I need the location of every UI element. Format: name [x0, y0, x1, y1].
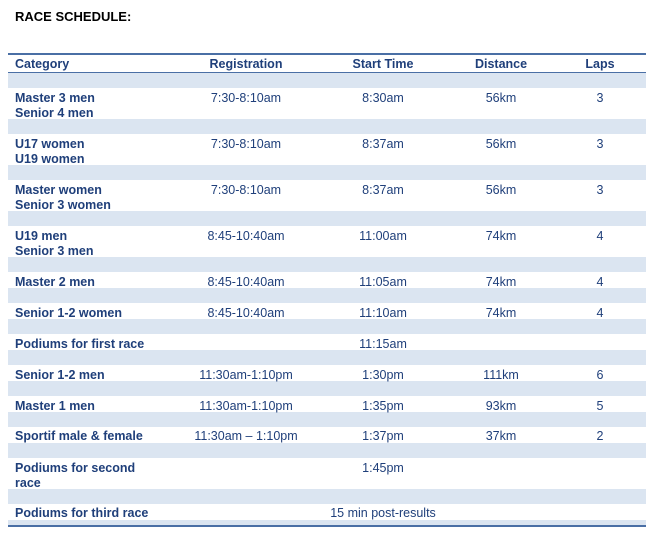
row-spacer: [8, 257, 646, 272]
category-line: Senior 1-2 women: [15, 306, 122, 320]
category-line: U19 men: [15, 229, 68, 243]
cell-distance: 111km: [483, 368, 519, 382]
cell-registration: 7:30-8:10am: [210, 91, 282, 105]
header-laps: Laps: [585, 57, 615, 71]
race-schedule-table: [8, 53, 646, 527]
cell-laps: 5: [596, 399, 604, 413]
cell-category: [15, 461, 135, 491]
row-spacer: [8, 119, 646, 134]
cell-registration: 7:30-8:10am: [210, 183, 282, 197]
cell-distance: 74km: [485, 306, 517, 320]
cell-start-time: 8:37am: [362, 137, 404, 151]
cell-laps: 3: [596, 183, 604, 197]
category-line: Podiums for second: [15, 461, 136, 475]
cell-registration: 8:45-10:40am: [207, 229, 285, 243]
table-row: [8, 272, 646, 288]
cell-distance: 56km: [485, 91, 517, 105]
cell-laps: 3: [596, 91, 604, 105]
row-spacer: [8, 73, 646, 88]
cell-registration: 11:30am-1:10pm: [199, 368, 293, 382]
category-line: Senior 3 women: [15, 198, 111, 212]
cell-category: [15, 275, 95, 290]
table-row: [8, 396, 646, 412]
cell-laps: 6: [596, 368, 604, 382]
cell-registration: 8:45-10:40am: [207, 275, 285, 289]
cell-start-time: 8:37am: [362, 183, 404, 197]
cell-start-time: 1:35pm: [362, 399, 404, 413]
cell-start-time: 11:00am: [359, 229, 407, 243]
table-row: [8, 504, 646, 520]
table-row: [8, 427, 646, 443]
category-line: Podiums for third race: [15, 506, 149, 520]
cell-start-time: 11:15am: [359, 337, 407, 351]
category-line: U17 women: [15, 137, 85, 151]
category-line: Senior 4 men: [15, 106, 94, 120]
cell-category: [15, 306, 122, 321]
cell-laps: 2: [596, 429, 604, 443]
table-row: [8, 180, 646, 211]
table-body: [8, 73, 646, 525]
category-line: race: [15, 476, 41, 490]
row-spacer: [8, 489, 646, 504]
cell-category: [15, 229, 94, 259]
category-line: Master women: [15, 183, 102, 197]
cell-category: [15, 368, 105, 383]
cell-registration: 11:30am – 1:10pm: [194, 429, 298, 443]
cell-laps: 4: [596, 229, 604, 243]
cell-distance: 56km: [485, 137, 517, 151]
row-spacer: [8, 165, 646, 180]
category-line: Master 1 men: [15, 399, 95, 413]
table-row: [8, 226, 646, 257]
cell-distance: 37km: [485, 429, 517, 443]
cell-start-time: 15 min post-results: [330, 506, 436, 520]
cell-start-time: 1:45pm: [362, 461, 404, 475]
category-line: Master 2 men: [15, 275, 95, 289]
row-spacer: [8, 319, 646, 334]
cell-distance: 74km: [485, 275, 517, 289]
category-line: Sportif male & female: [15, 429, 143, 443]
category-line: Podiums for first race: [15, 337, 145, 351]
header-category: Category: [15, 57, 70, 71]
cell-start-time: 8:30am: [362, 91, 404, 105]
row-spacer: [8, 350, 646, 365]
row-spacer: [8, 412, 646, 427]
cell-category: [15, 91, 95, 121]
table-row: [8, 88, 646, 119]
table-row: [8, 334, 646, 350]
cell-registration: 8:45-10:40am: [207, 306, 285, 320]
cell-laps: 3: [596, 137, 604, 151]
row-spacer: [8, 211, 646, 226]
cell-start-time: 11:05am: [359, 275, 407, 289]
table-row: [8, 134, 646, 165]
table-row: [8, 303, 646, 319]
row-spacer: [8, 288, 646, 303]
cell-start-time: 1:30pm: [362, 368, 404, 382]
category-line: U19 women: [15, 152, 85, 166]
cell-laps: 4: [596, 306, 604, 320]
cell-category: [15, 399, 95, 414]
category-line: Senior 1-2 men: [15, 368, 105, 382]
table-row: [8, 365, 646, 381]
table-row: [8, 458, 646, 489]
cell-distance: 93km: [485, 399, 517, 413]
cell-category: [15, 183, 111, 213]
table-header: [8, 55, 646, 72]
cell-registration: 7:30-8:10am: [210, 137, 282, 151]
cell-registration: 11:30am-1:10pm: [199, 399, 293, 413]
category-line: Senior 3 men: [15, 244, 94, 258]
cell-start-time: 11:10am: [359, 306, 407, 320]
page-title: RACE SCHEDULE:: [15, 9, 132, 24]
header-start-time: Start Time: [352, 57, 414, 71]
category-line: Master 3 men: [15, 91, 95, 105]
cell-category: [15, 429, 143, 444]
bottom-rule: [8, 525, 646, 527]
cell-distance: 56km: [485, 183, 517, 197]
row-spacer: [8, 381, 646, 396]
cell-start-time: 1:37pm: [362, 429, 404, 443]
row-spacer: [8, 443, 646, 458]
cell-category: [15, 506, 148, 521]
header-distance: Distance: [474, 57, 528, 71]
cell-distance: 74km: [485, 229, 517, 243]
cell-category: [15, 337, 144, 352]
cell-category: [15, 137, 84, 167]
cell-laps: 4: [596, 275, 604, 289]
header-registration: Registration: [209, 57, 283, 71]
